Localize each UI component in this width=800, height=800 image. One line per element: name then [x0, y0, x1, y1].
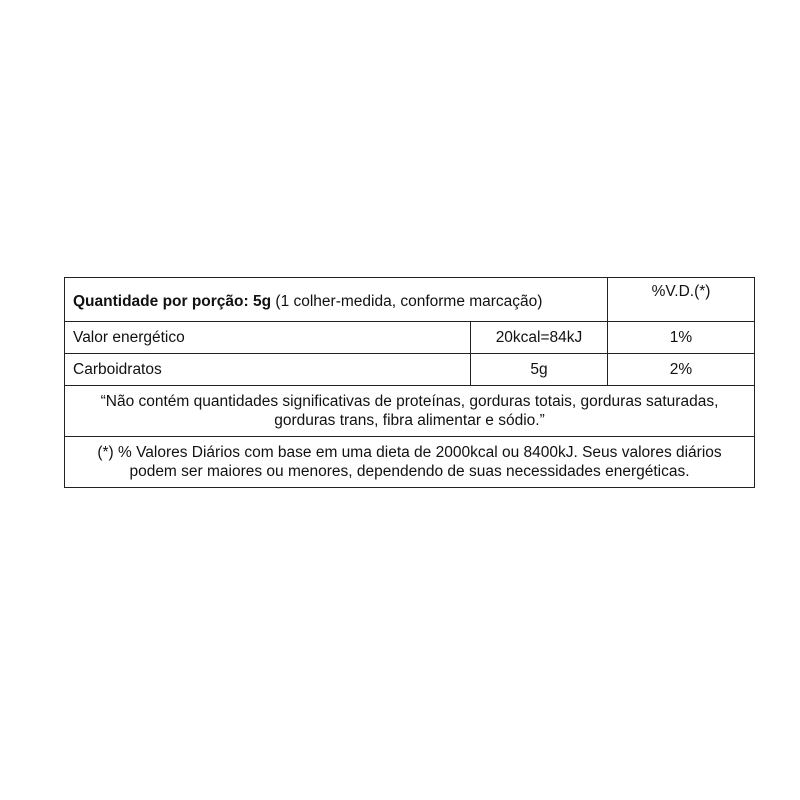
nutrient-amount-cell: 5g: [471, 354, 608, 386]
nutrient-vd-cell: 2%: [608, 354, 755, 386]
nutrient-name-cell: Carboidratos: [65, 354, 471, 386]
nutrient-name-cell: Valor energético: [65, 322, 471, 354]
table-row: [65, 354, 755, 386]
footnote-row: [65, 437, 755, 488]
nutrient-amount-cell: 20kcal=84kJ: [471, 322, 608, 354]
table-header-row: [65, 278, 755, 322]
portion-label: Quantidade por porção:: [73, 292, 249, 310]
footnote-text: (*) % Valores Diários com base em uma dieta de 2000kcal ou 8400kJ. Seus valores diários podem ser maiores ou menores, dependendo de suas necessidades energéticas.: [65, 437, 755, 488]
vd-header-label: %V.D.(*): [651, 283, 711, 300]
disclaimer-text: “Não contém quantidades significativas de proteínas, gorduras totais, gorduras saturadas, gorduras trans, fibra alimentar e sódio.”: [65, 386, 755, 437]
portion-header-cell: [65, 278, 608, 322]
portion-detail: (1 colher-medida, conforme marcação): [275, 292, 543, 310]
portion-value: 5g: [253, 292, 272, 310]
nutrient-vd-cell: 1%: [608, 322, 755, 354]
vd-header-cell: [608, 278, 755, 322]
disclaimer-row: [65, 386, 755, 437]
nutrition-facts-table: [64, 277, 755, 488]
table-row: [65, 322, 755, 354]
